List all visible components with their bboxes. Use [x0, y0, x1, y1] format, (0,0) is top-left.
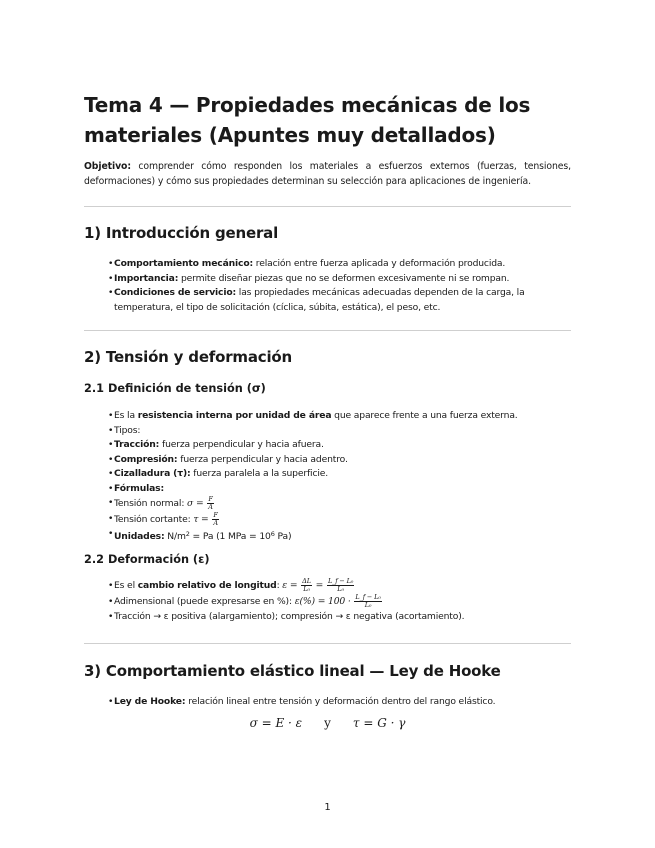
item-text: las propiedades mecánicas adecuadas dependen de la carga, la temperatura, el tipo de solicitación (cíclica, súbita, estática), el peso, etc. — [114, 287, 525, 313]
formula-fraction — [327, 578, 354, 593]
list-item — [108, 438, 538, 453]
divider — [84, 206, 571, 207]
fraction-numerator: L_f − L₀ — [327, 577, 354, 585]
section-1-heading: 1) Introducción general — [84, 224, 279, 242]
objective-paragraph — [84, 159, 571, 189]
list-item — [108, 610, 538, 625]
item-label: Ley de Hooke: — [114, 696, 186, 707]
list-item — [108, 257, 538, 272]
formula-fraction — [212, 512, 219, 527]
item-text: fuerza paralela a la superficie. — [190, 468, 329, 479]
divider — [84, 643, 571, 644]
hooke-equation — [0, 716, 655, 730]
page-number: 1 — [324, 802, 331, 813]
formula-equals: = — [312, 580, 326, 591]
fraction-denominator: A — [208, 503, 213, 511]
list-item — [108, 424, 538, 439]
list-item — [108, 409, 538, 424]
fraction-numerator: F — [213, 510, 218, 519]
subsection-2-1-heading: 2.1 Definición de tensión (σ) — [84, 382, 266, 395]
list-item — [108, 527, 538, 545]
formula-symbol: σ — [187, 498, 194, 509]
formula-equals: = 100 · — [314, 596, 354, 607]
list-item — [108, 496, 538, 512]
list-item — [108, 453, 538, 468]
item-label: cambio relativo de longitud — [137, 580, 277, 591]
item-label: Unidades: — [114, 531, 165, 542]
section-1-list — [108, 257, 538, 315]
formula-equals: = — [193, 498, 207, 509]
item-text: fuerza perpendicular y hacia afuera. — [159, 439, 324, 450]
formula-fraction — [354, 594, 381, 609]
item-text: Pa) — [274, 531, 292, 542]
item-text: N/m — [164, 531, 186, 542]
formula-fraction — [301, 578, 312, 593]
formula-equals: = — [287, 580, 301, 591]
formula-equals: = — [198, 513, 212, 525]
list-item — [108, 467, 538, 482]
item-text: Tracción → ε positiva (alargamiento); compresión → ε negativa (acortamiento). — [114, 611, 465, 622]
item-label: Cizalladura (τ): — [114, 468, 191, 479]
list-item — [108, 695, 538, 710]
fraction-numerator: ΔL — [302, 577, 311, 585]
section-3-heading: 3) Comportamiento elástico lineal — Ley de Hooke — [84, 662, 501, 680]
item-text: relación lineal entre tensión y deformación dentro del rango elástico. — [185, 696, 496, 707]
item-text: Tensión normal: — [114, 498, 188, 509]
list-item — [108, 482, 538, 497]
list-item — [108, 272, 538, 287]
list-item — [108, 578, 538, 594]
item-text: que aparece frente a una fuerza externa. — [331, 410, 518, 421]
formula-symbol: ε — [282, 580, 288, 591]
fraction-denominator: L₀ — [364, 601, 372, 609]
equation-conjunction: y — [324, 716, 331, 730]
page-title: Tema 4 — Propiedades mecánicas de los materiales (Apuntes muy detallados) — [84, 93, 531, 147]
fraction-denominator: L₀ — [303, 585, 310, 593]
superscript: 6 — [270, 530, 275, 538]
list-item — [108, 512, 538, 528]
formula-fraction — [207, 496, 214, 511]
objective-text: comprender cómo responden los materiales a esfuerzos externos (fuerzas, tensiones, deformaciones) y cómo sus propiedades determinan su selección para aplicaciones de ingeniería. — [84, 161, 571, 187]
formula-symbol: ε(%) — [294, 596, 315, 607]
item-text: permite diseñar piezas que no se deformen excesivamente ni se rompan. — [178, 272, 510, 284]
fraction-numerator: L_f − L₀ — [355, 593, 381, 601]
section-2-1-list — [108, 409, 538, 545]
item-label: Condiciones de servicio: — [114, 287, 237, 298]
item-label: Comportamiento mecánico: — [114, 258, 254, 269]
section-2-heading: 2) Tensión y deformación — [84, 348, 292, 366]
item-text: Es la — [114, 410, 138, 421]
item-text: fuerza perpendicular y hacia adentro. — [177, 453, 348, 465]
item-text: = Pa (1 MPa = 10 — [189, 531, 271, 542]
superscript: 2 — [185, 530, 190, 538]
list-item — [108, 594, 538, 610]
section-2-2-list — [108, 578, 538, 625]
subsection-2-2-heading: 2.2 Deformación (ε) — [84, 553, 210, 566]
divider — [84, 330, 571, 331]
fraction-denominator: A — [213, 518, 218, 527]
objective-label: Objetivo: — [84, 161, 131, 172]
item-label: resistencia interna por unidad de área — [137, 410, 332, 421]
item-label: Fórmulas: — [114, 482, 165, 494]
item-text: relación entre fuerza aplicada y deformación producida. — [253, 258, 506, 269]
item-text: Es el — [114, 580, 138, 591]
equation-left: σ = E · ε — [249, 716, 303, 730]
item-label: Tracción: — [114, 439, 160, 450]
item-label: Compresión: — [114, 453, 178, 465]
item-text: Tipos: — [114, 424, 141, 436]
formula-symbol: τ — [193, 513, 199, 525]
fraction-denominator: L₀ — [337, 585, 344, 593]
item-label: Importancia: — [114, 272, 179, 284]
fraction-numerator: F — [208, 495, 213, 503]
item-text: Tensión cortante: — [114, 513, 194, 525]
list-item — [108, 286, 538, 315]
section-3-list — [108, 695, 538, 710]
equation-right: τ = G · γ — [352, 716, 406, 730]
item-text: : — [276, 580, 283, 591]
item-text: Adimensional (puede expresarse en %): — [114, 596, 295, 607]
